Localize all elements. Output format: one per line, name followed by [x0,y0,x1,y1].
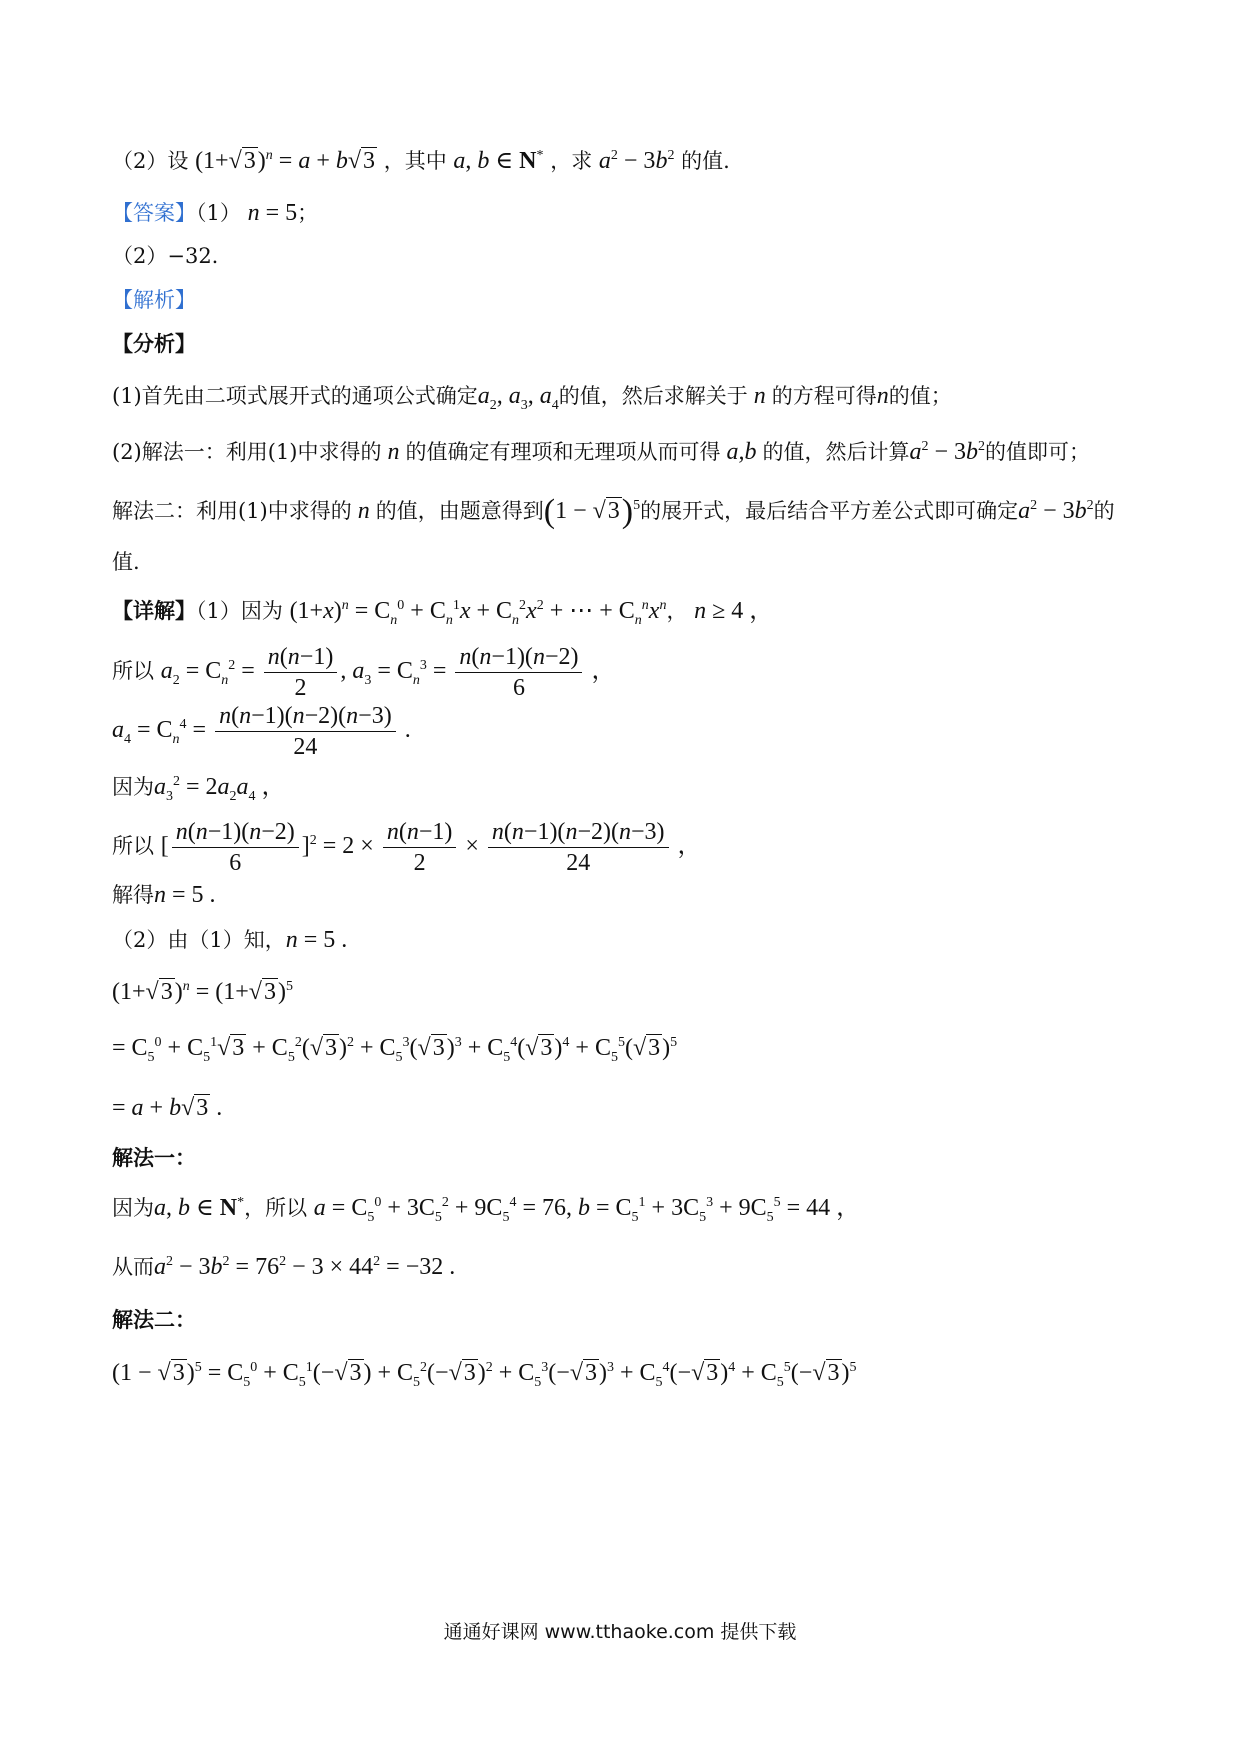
math-expression: $a^2 - 3b^2$ [1018,498,1094,524]
answer-line-1: 【答案】（1） n = 5； [112,200,319,226]
math-expression: n = 5 [247,200,298,226]
math-expression: = $C_5^0 + C_5^1√3 + C_5^2(√3)^2 + C_5^3(√3)^3 + C_5^4(√3)^4 + C_5^5(√3)^5$ [112,1035,678,1065]
detail-line-4: 因为$a_3^2 = 2a_2a_4$ ， [112,774,286,804]
fenxi-line-1: (1)首先由二项式展开式的通项公式确定$a_2$, $a_3$, $a_4$的值，然后求解关于 n 的方程可得n的值； [112,383,952,413]
fenxi-line-4: 值. [112,550,140,574]
fenxi-line-3: 解法二：利用(1)中求得的 n 的值，由题意得到$(1 - √3)^5$的展开式，最后结合平方差公式即可确定$a^2 - 3b^2$的 [112,493,1115,530]
answer-line-2: （2）−32. [112,244,219,268]
math-expression: $(1+√3)^n = (1+√3)^5$ [112,979,293,1005]
math-expression: = a + b√3 . [112,1095,223,1121]
solution-1-line-1: 因为a, b ∈ N*，所以 $a = C_5^0 + 3C_5^2 + 9C_5^4 = 76$, $b = C_5^1 + 3C_5^3 + 9C_5^5 = 44$ ， [112,1195,861,1225]
detail-line-7: （2）由（1）知，n = 5 . [112,927,348,953]
math-expression: [ $\frac{n(n-1)(n-2)}{6}$ ]$^2$ = 2 × $\frac{n(n-1)}{2}$ × $\frac{n(n-1)(n-2)(n-3)}{24}$ ， [160,818,702,876]
detail-line-3 [112,699,1150,762]
fenxi-line-2: (2)解法一：利用(1)中求得的 n 的值确定有理项和无理项从而可得 a,b 的值，然后计算$a^2 - 3b^2$的值即可； [112,439,1091,465]
detail-line-2: 所以 $a_2 = C_n^2$ = $\frac{n(n-1)}{2}$ , $a_3 = C_n^3$ = $\frac{n(n-1)(n-2)}{6}$ ， [112,643,616,701]
detail-line-10 [112,1093,1150,1123]
fenxi-tag: 【分析】 [112,331,196,356]
solution-1-line-2: 从而$a^2 - 3b^2 = 76^2 - 3 \times 44^2 = -32$ . [112,1254,456,1280]
detail-line-9 [112,1033,1150,1063]
page-footer: 通通好课网 www.tthaoke.com 提供下载 [443,1621,797,1643]
math-expression: $a^2 - 3b^2 = 76^2 - 3 \times 44^2 = -32$ . [154,1254,456,1280]
math-expression: $(1 - √3)^5$ [543,493,641,530]
math-expression: $a_3^2 = 2a_2a_4$ ， [154,774,286,804]
math-expression: $(1+√3)^n = a + b√3$ [195,148,376,174]
detail-line-5: 所以 [ $\frac{n(n-1)(n-2)}{6}$ ]$^2$ = 2 × $\frac{n(n-1)}{2}$ × $\frac{n(n-1)(n-2)(n-3)}{24}$ ， [112,818,702,876]
math-expression: $a^2 - 3b^2$ [598,148,675,174]
solution-2-line-1 [112,1358,1150,1388]
math-expression: $a_2 = C_n^2$ = $\frac{n(n-1)}{2}$ , $a_3 = C_n^3$ = $\frac{n(n-1)(n-2)}{6}$ ， [160,643,616,701]
math-expression: $a^2 - 3b^2$ [909,439,986,465]
math-expression: $a_2$, $a_3$, $a_4$ [477,383,559,413]
detail-tag: 【详解】 [112,598,196,623]
math-expression: $a_4 = C_n^4$ = $\frac{n(n-1)(n-2)(n-3)}{24}$ . [112,702,411,760]
solution-2-tag: 解法二： [112,1307,196,1332]
answer-tag: 【答案】 [112,201,196,225]
detail-line-6: 解得n = 5 . [112,882,216,908]
detail-line-1: 【详解】（1）因为 $(1+x)^n = C_n^0 + C_n^1x + C_n^2x^2$ + ⋯ + $C_n^nx^n$， n ≥ 4 ， [112,598,774,628]
analysis-tag: 【解析】 [112,288,196,312]
math-expression: a, b ∈ N* [453,148,544,174]
math-expression: $(1 - √3)^5 = C_5^0 + C_5^1(-√3) + C_5^2(-√3)^2 + C_5^3(-√3)^3 + C_5^4(-√3)^4 + C_5^5(-√3)^5$ [112,1360,857,1390]
solution-1-tag: 解法一： [112,1145,196,1170]
question-part-2: （2）设 $(1+√3)^n = a + b√3$ ，其中 a, b ∈ N* ，求 $a^2 - 3b^2$ 的值. [112,148,730,174]
math-expression: $a = C_5^0 + 3C_5^2 + 9C_5^4 = 76$, $b = C_5^1 + 3C_5^3 + 9C_5^5 = 44$ ， [313,1195,861,1225]
math-expression: $(1+x)^n = C_n^0 + C_n^1x + C_n^2x^2$ + ⋯ + $C_n^nx^n$ [289,598,667,628]
detail-line-8 [112,977,1150,1007]
